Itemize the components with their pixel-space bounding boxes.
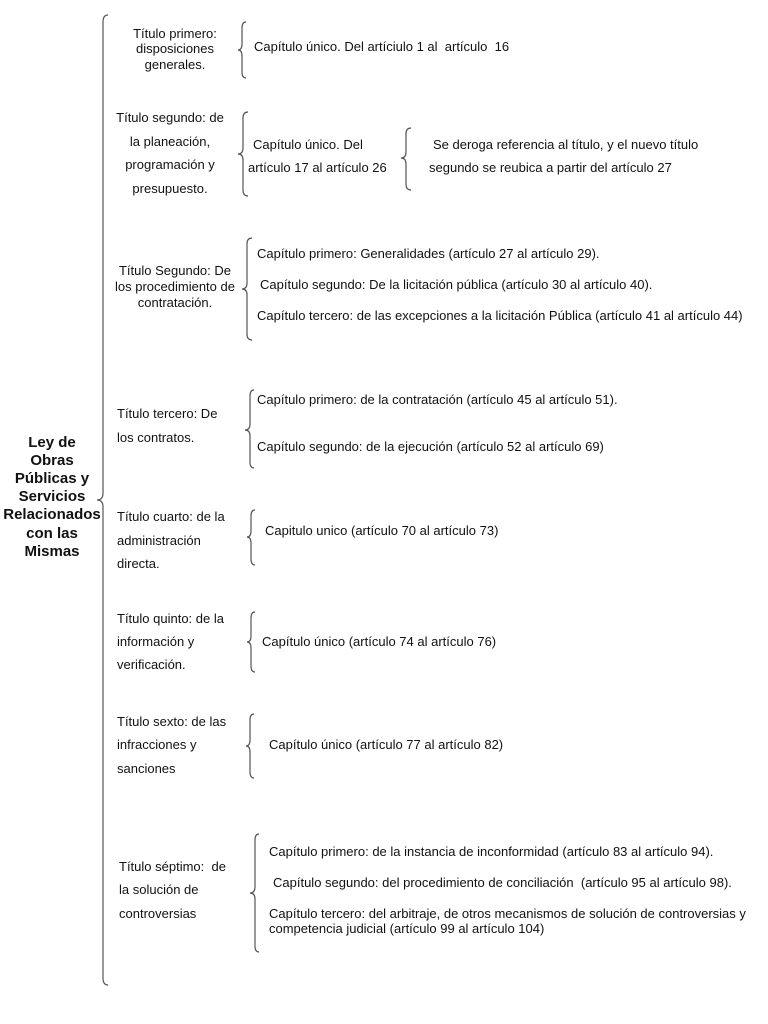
title-heading-line: los contratos. [117,430,195,445]
chapter-line: artículo 17 al artículo 26 [248,160,387,175]
chapter-line: Capítulo tercero: del arbitraje, de otros mecanismos de solución de controversias y [269,906,746,921]
title-heading-line: información y [117,634,195,649]
title-heading-line: Título séptimo: de [119,859,226,874]
law-title-line: Públicas y [14,470,90,487]
title-heading-line: presupuesto. [132,181,208,196]
chapter-line: Capítulo único (artículo 77 al artículo 82) [269,737,504,752]
title-heading-line: Título sexto: de las [117,714,227,729]
chapter-note-line: segundo se reubica a partir del artículo 27 [429,160,672,175]
chapter-note-line: Se deroga referencia al título, y el nuevo título [433,137,699,152]
title-5-brace [247,510,255,565]
chapter-line: Capítulo primero: de la instancia de inconformidad (artículo 83 al artículo 94). [269,844,714,859]
law-title-line: con las [26,525,78,542]
title-6-brace [247,612,255,672]
title-heading-line: la solución de [119,882,199,897]
title-heading-line: Título segundo: de [116,110,224,125]
title-7-brace [246,714,254,778]
title-heading-line: directa. [117,556,160,571]
chapter-line: competencia judicial (artículo 99 al artículo 104) [269,921,545,936]
title-8-brace [250,834,259,952]
title-heading-line: disposiciones [135,41,215,56]
title-heading-line: generales. [144,57,206,72]
title-heading-line: Título tercero: De [117,406,218,421]
law-title-line: Mismas [24,543,80,560]
title-2-brace [238,112,248,196]
chapter-line: Capítulo único (artículo 74 al artículo 76) [262,634,497,649]
chapter-line: Capítulo único. Del artíciulo 1 al artículo 16 [254,39,510,54]
title-heading-line: Título Segundo: De [118,263,232,278]
title-4-brace [245,390,254,468]
law-title-line: Relacionados [3,506,101,523]
title-heading-line: Título primero: [133,26,217,41]
title-heading-line: infracciones y [117,737,197,752]
law-title-line: Obras [30,452,74,469]
title-heading-line: administración [117,533,201,548]
title-heading-line: Título quinto: de la [117,611,224,626]
chapter-line: Capítulo segundo: De la licitación pública (artículo 30 al artículo 40). [260,277,653,292]
title-heading-line: los procedimiento de [115,279,235,294]
chapter-line: Capítulo primero: Generalidades (artículo 27 al artículo 29). [257,246,600,261]
chapter-line: Capitulo unico (artículo 70 al artículo 73) [265,523,499,538]
chapter-line: Capítulo tercero: de las excepciones a la licitación Pública (artículo 41 al artículo 44) [257,308,743,323]
chapter-line: Capítulo segundo: del procedimiento de conciliación (artículo 95 al artículo 98). [273,875,732,890]
title-heading-line: la planeación, [129,134,211,149]
title-heading-line: verificación. [117,657,186,672]
title-heading-line: sanciones [117,761,176,776]
law-title-line: Ley de [28,434,76,451]
title-3-brace [242,238,252,340]
chapter-line: Capítulo segundo: de la ejecución (artículo 52 al artículo 69) [257,439,604,454]
title-heading-line: contratación. [137,295,213,310]
chapter-line: Capítulo primero: de la contratación (artículo 45 al artículo 51). [257,392,618,407]
title-heading-line: programación y [125,157,215,172]
title-heading-line: controversias [119,906,197,921]
title-heading-line: Título cuarto: de la [117,509,225,524]
title-2-note-brace [401,128,411,190]
law-title-line: Servicios [18,488,86,505]
chapter-line: Capítulo único. Del [253,137,363,152]
